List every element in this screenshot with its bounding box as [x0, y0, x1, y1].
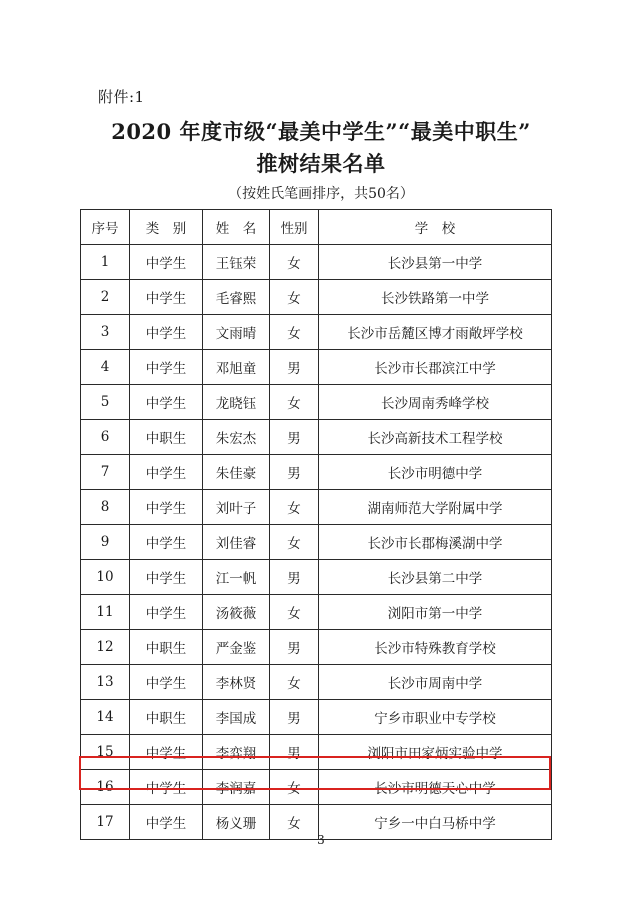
table-row	[81, 455, 552, 490]
cell-name: 李林贤	[203, 665, 270, 700]
cell-category: 中职生	[130, 630, 203, 665]
cell-category: 中职生	[130, 420, 203, 455]
cell-no: 17	[81, 805, 130, 840]
cell-no: 13	[81, 665, 130, 700]
cell-category: 中学生	[130, 280, 203, 315]
cell-no: 12	[81, 630, 130, 665]
header-school: 学 校	[319, 210, 552, 245]
cell-no: 2	[81, 280, 130, 315]
page-number: 3	[317, 833, 325, 847]
roster-table	[80, 209, 552, 840]
table-row	[81, 700, 552, 735]
attachment-label: 附件:1	[98, 88, 145, 106]
cell-no: 8	[81, 490, 130, 525]
cell-category: 中学生	[130, 770, 203, 805]
cell-gender: 女	[270, 280, 319, 315]
cell-school: 长沙市明德中学	[319, 455, 552, 490]
cell-name: 汤筱薇	[203, 595, 270, 630]
document-title-line-2: 推树结果名单	[256, 151, 386, 176]
cell-name: 邓旭童	[203, 350, 270, 385]
cell-school: 长沙市周南中学	[319, 665, 552, 700]
table-row	[81, 630, 552, 665]
header-category: 类 别	[130, 210, 203, 245]
cell-name: 朱宏杰	[203, 420, 270, 455]
cell-name: 文雨晴	[203, 315, 270, 350]
cell-no: 4	[81, 350, 130, 385]
cell-school: 长沙周南秀峰学校	[319, 385, 552, 420]
cell-no: 3	[81, 315, 130, 350]
table-row	[81, 595, 552, 630]
cell-gender: 女	[270, 525, 319, 560]
cell-category: 中职生	[130, 700, 203, 735]
cell-school: 宁乡市职业中专学校	[319, 700, 552, 735]
cell-no: 15	[81, 735, 130, 770]
header-name: 姓 名	[203, 210, 270, 245]
cell-name: 杨义珊	[203, 805, 270, 840]
cell-school: 长沙县第一中学	[319, 245, 552, 280]
cell-category: 中学生	[130, 805, 203, 840]
cell-gender: 女	[270, 315, 319, 350]
cell-name: 李弈翔	[203, 735, 270, 770]
cell-category: 中学生	[130, 665, 203, 700]
cell-gender: 女	[270, 770, 319, 805]
cell-category: 中学生	[130, 350, 203, 385]
cell-no: 5	[81, 385, 130, 420]
table-row	[81, 385, 552, 420]
cell-category: 中学生	[130, 385, 203, 420]
cell-category: 中学生	[130, 245, 203, 280]
cell-school: 长沙高新技术工程学校	[319, 420, 552, 455]
cell-category: 中学生	[130, 490, 203, 525]
cell-no: 10	[81, 560, 130, 595]
table-row	[81, 525, 552, 560]
cell-name: 王钰荣	[203, 245, 270, 280]
cell-gender: 男	[270, 700, 319, 735]
cell-gender: 女	[270, 665, 319, 700]
cell-no: 1	[81, 245, 130, 280]
table-row	[81, 420, 552, 455]
cell-name: 朱佳豪	[203, 455, 270, 490]
cell-name: 严金鉴	[203, 630, 270, 665]
cell-no: 9	[81, 525, 130, 560]
cell-category: 中学生	[130, 735, 203, 770]
cell-name: 毛睿熙	[203, 280, 270, 315]
cell-gender: 男	[270, 455, 319, 490]
header-gender: 性别	[270, 210, 319, 245]
cell-gender: 男	[270, 350, 319, 385]
table-row	[81, 280, 552, 315]
table-row	[81, 770, 552, 805]
cell-no: 6	[81, 420, 130, 455]
cell-gender: 男	[270, 420, 319, 455]
cell-school: 长沙市岳麓区博才雨敞坪学校	[319, 315, 552, 350]
cell-no: 16	[81, 770, 130, 805]
cell-category: 中学生	[130, 455, 203, 490]
cell-school: 长沙市特殊教育学校	[319, 630, 552, 665]
table-row	[81, 315, 552, 350]
cell-school: 长沙市长郡滨江中学	[319, 350, 552, 385]
cell-no: 11	[81, 595, 130, 630]
cell-gender: 女	[270, 805, 319, 840]
cell-no: 14	[81, 700, 130, 735]
cell-no: 7	[81, 455, 130, 490]
cell-gender: 女	[270, 385, 319, 420]
cell-name: 李润嘉	[203, 770, 270, 805]
cell-category: 中学生	[130, 525, 203, 560]
cell-gender: 男	[270, 630, 319, 665]
header-no: 序号	[81, 210, 130, 245]
cell-school: 长沙市长郡梅溪湖中学	[319, 525, 552, 560]
cell-gender: 女	[270, 595, 319, 630]
table-row	[81, 350, 552, 385]
cell-gender: 女	[270, 490, 319, 525]
table-row	[81, 560, 552, 595]
table-body	[81, 245, 552, 840]
table-header-row	[81, 210, 552, 245]
cell-school: 宁乡一中白马桥中学	[319, 805, 552, 840]
cell-school: 浏阳市田家炳实验中学	[319, 735, 552, 770]
cell-category: 中学生	[130, 560, 203, 595]
cell-name: 刘叶子	[203, 490, 270, 525]
cell-name: 龙晓钰	[203, 385, 270, 420]
table-row	[81, 735, 552, 770]
cell-gender: 男	[270, 560, 319, 595]
document-title-line-1: 2020 年度市级“最美中学生”“最美中职生”	[111, 119, 531, 144]
cell-school: 长沙市明德天心中学	[319, 770, 552, 805]
cell-name: 刘佳睿	[203, 525, 270, 560]
cell-school: 浏阳市第一中学	[319, 595, 552, 630]
document-subtitle: （按姓氏笔画排序，共50名）	[228, 186, 414, 202]
cell-name: 江一帆	[203, 560, 270, 595]
cell-category: 中学生	[130, 315, 203, 350]
cell-gender: 女	[270, 245, 319, 280]
cell-name: 李国成	[203, 700, 270, 735]
cell-school: 长沙县第二中学	[319, 560, 552, 595]
cell-gender: 男	[270, 735, 319, 770]
cell-school: 湖南师范大学附属中学	[319, 490, 552, 525]
table-row	[81, 245, 552, 280]
table-row	[81, 490, 552, 525]
cell-school: 长沙铁路第一中学	[319, 280, 552, 315]
table-row	[81, 665, 552, 700]
cell-category: 中学生	[130, 595, 203, 630]
